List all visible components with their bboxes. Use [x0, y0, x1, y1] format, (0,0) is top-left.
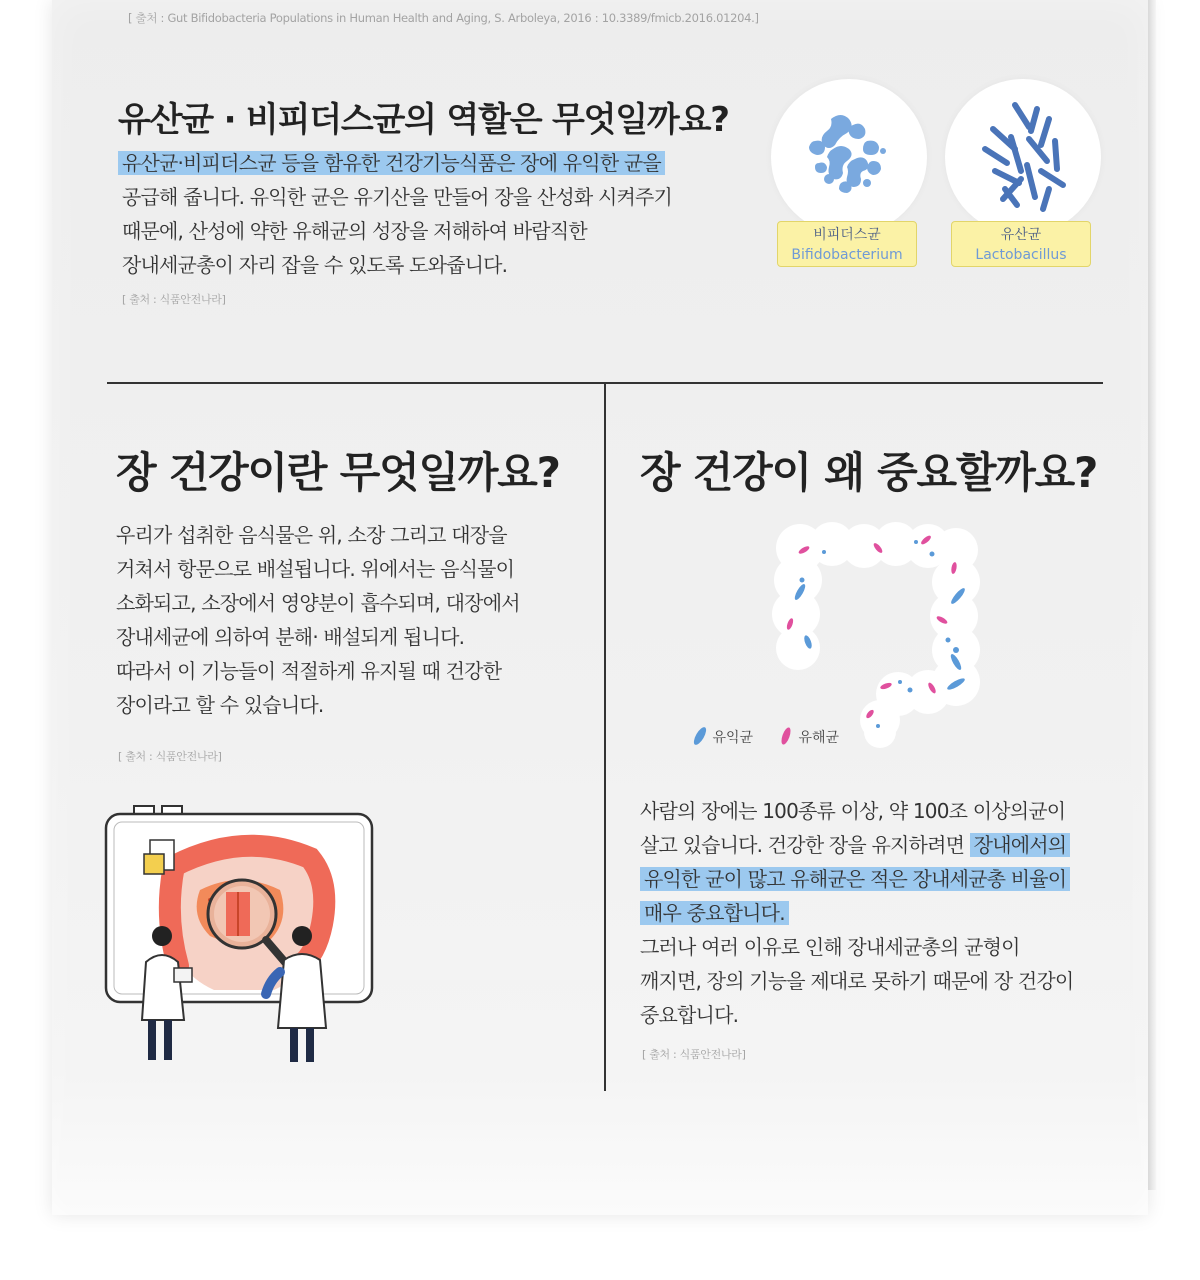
what-line-2: 거쳐서 항문으로 배설됩니다. 위에서는 음식물이	[116, 557, 515, 581]
good-bacteria-icon	[692, 726, 708, 746]
why-line-3-highlight: 유익한 균이 많고 유해균은 적은 장내세균총 비율이	[640, 867, 1070, 891]
roles-body	[118, 146, 672, 282]
why-line-5: 그러나 여러 이유로 인해 장내세균총의 균형이	[640, 935, 1020, 959]
bifidobacterium-en: Bifidobacterium	[791, 247, 903, 263]
top-source: [ 출처 : Gut Bifidobacteria Populations in Human Health and Aging, S. Arboleya, 2016 : 10.3389/fmicb.2016.01204.]	[128, 11, 759, 25]
what-title: 장 건강이란 무엇일까요?	[116, 448, 560, 497]
why-source: [ 출처 : 식품안전나라]	[642, 1048, 746, 1061]
legend-good	[692, 726, 753, 747]
doctors-illustration	[100, 800, 382, 1070]
lactobacillus-icon	[945, 79, 1101, 235]
legend-good-label: 유익균	[712, 730, 754, 746]
roles-line-3: 때문에, 산성에 약한 유해균의 성장을 저해하여 바람직한	[122, 219, 587, 243]
what-line-5: 따라서 이 기능들이 적절하게 유지될 때 건강한	[116, 659, 502, 683]
why-line-1: 사람의 장에는 100종류 이상, 약 100조 이상의균이	[640, 799, 1066, 823]
bifidobacterium-icon	[771, 79, 927, 235]
roles-title: 유산균 · 비피더스균의 역할은 무엇일까요?	[118, 100, 729, 140]
what-line-6: 장이라고 할 수 있습니다.	[116, 693, 324, 717]
why-line-6: 깨지면, 장의 기능을 제대로 못하기 때문에 장 건강이	[640, 969, 1074, 993]
bifidobacterium-badge	[777, 221, 917, 267]
bifidobacterium-circle	[771, 79, 927, 235]
roles-line-4: 장내세균총이 자리 잡을 수 있도록 도와줍니다.	[122, 253, 508, 277]
why-line-7: 중요합니다.	[640, 1003, 739, 1027]
lactobacillus-ko: 유산균	[1000, 227, 1042, 243]
vertical-divider	[604, 383, 606, 1091]
legend-bad	[778, 726, 839, 747]
lactobacillus-badge	[951, 221, 1091, 267]
lactobacillus-circle	[945, 79, 1101, 235]
what-line-1: 우리가 섭취한 음식물은 위, 소장 그리고 대장을	[116, 523, 507, 547]
lactobacillus-en: Lactobacillus	[975, 247, 1067, 263]
top-cut-text	[140, 0, 840, 2]
roles-line-1: 유산균·비피더스균 등을 함유한 건강기능식품은 장에 유익한 균을	[118, 151, 665, 175]
paper-edge	[1148, 0, 1156, 1190]
what-line-4: 장내세균에 의하여 분해· 배설되게 됩니다.	[116, 625, 465, 649]
roles-line-2: 공급해 줍니다. 유익한 균은 유기산을 만들어 장을 산성화 시켜주기	[122, 185, 673, 209]
why-line-4-highlight: 매우 중요합니다.	[640, 901, 789, 925]
what-body	[116, 518, 520, 722]
legend-bad-label: 유해균	[798, 730, 840, 746]
roles-source: [ 출처 : 식품안전나라]	[122, 293, 226, 306]
bifidobacterium-ko: 비피더스균	[813, 227, 881, 243]
why-body	[640, 794, 1073, 1032]
what-source: [ 출처 : 식품안전나라]	[118, 750, 222, 763]
why-title: 장 건강이 왜 중요할까요?	[640, 448, 1098, 497]
why-line-2-plain: 살고 있습니다. 건강한 장을 유지하려면	[640, 833, 970, 857]
intestine-diagram	[760, 520, 992, 752]
why-line-2-highlight: 장내에서의	[970, 833, 1071, 857]
why-line-2	[640, 828, 1073, 862]
what-line-3: 소화되고, 소장에서 영양분이 흡수되며, 대장에서	[116, 591, 520, 615]
bad-bacteria-icon	[778, 726, 794, 746]
